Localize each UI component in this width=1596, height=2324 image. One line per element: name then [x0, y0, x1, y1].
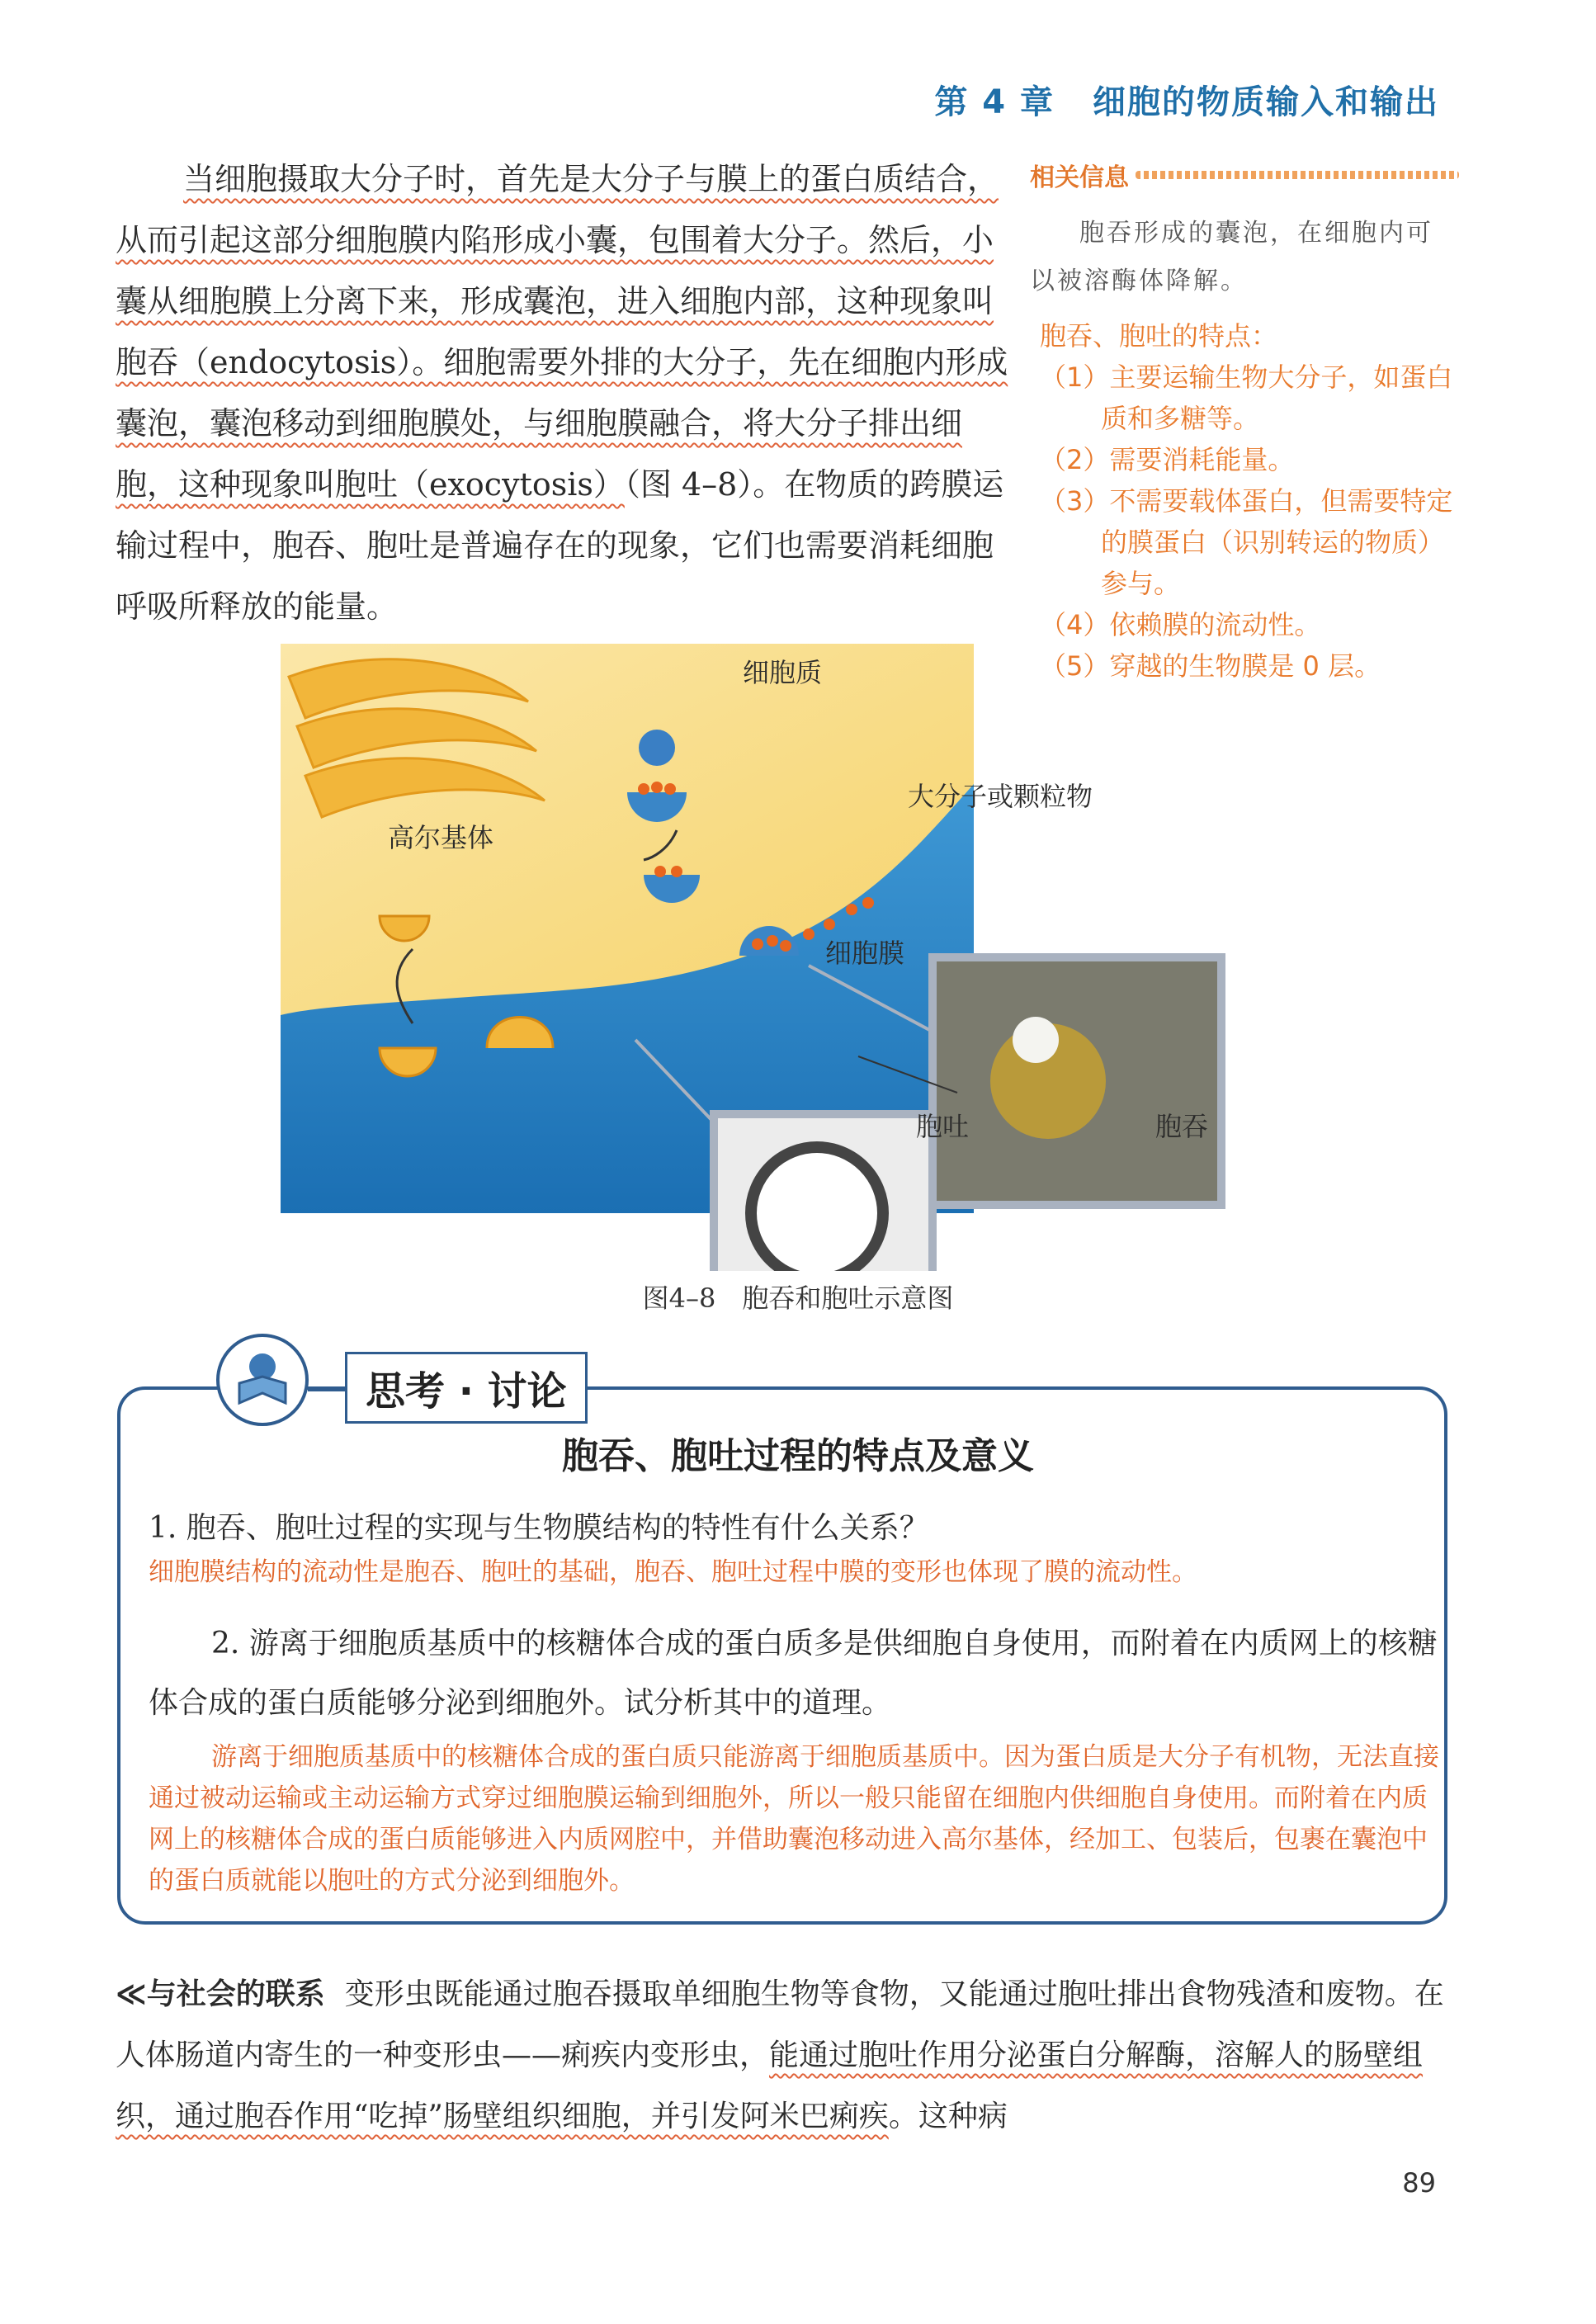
- text-endocytosis-definition: 当细胞摄取大分子时，首先是大分子与膜上的蛋白质结合，从而引起这部分细胞膜内陷形成小囊，包围着大分子。然后，小囊从细胞膜上分离下来，形成囊泡，进入细胞内部，这种现象叫胞吞（endocytosis）。: [116, 161, 999, 380]
- society-text-end: 。这种病: [888, 2100, 1008, 2133]
- endocytosis-exocytosis-figure: [281, 644, 1271, 1271]
- answer-1: 细胞膜结构的流动性是胞吞、胞吐的基础，胞吞、胞吐过程中膜的变形也体现了膜的流动性。: [149, 1557, 1197, 1587]
- text-exocytosis-definition: 细胞需要外排的大分子，先在细胞内形成囊泡，囊泡移动到细胞膜处，与细胞膜融合，将大分子排出细胞，这种现象叫胞吐（exocytosis）: [116, 344, 1008, 503]
- question-1: 1. 胞吞、胞吐过程的实现与生物膜结构的特性有什么关系？: [149, 1511, 929, 1545]
- feature-item: （4）依赖膜的流动性。: [1040, 609, 1321, 640]
- discussion-title: 胞吞、胞吐过程的特点及意义: [562, 1435, 1034, 1477]
- label-exocytosis: 胞吐: [916, 1111, 970, 1142]
- reader-icon: [216, 1334, 309, 1426]
- label-golgi: 高尔基体: [388, 822, 494, 853]
- related-info-title: 相关信息: [1030, 163, 1129, 192]
- page-number: 89: [1402, 2167, 1436, 2199]
- label-cell-membrane: 细胞膜: [825, 938, 905, 969]
- text-energy-statement: （图 4–8）。在物质的跨膜运输过程中，胞吞、胞吐是普遍存在的现象，它们也需要消耗细胞呼吸所释放的能量。: [116, 466, 1004, 625]
- chapter-title: 细胞的物质输入和输出: [1093, 83, 1439, 121]
- label-macromolecule: 大分子或颗粒物: [908, 781, 1093, 812]
- related-info-text: 胞吞形成的囊泡，在细胞内可以被溶酶体降解。: [1030, 219, 1433, 295]
- discussion-tag: 思考 · 讨论: [345, 1352, 588, 1424]
- related-info-sidebar: [1030, 157, 1459, 687]
- feature-item: （1）主要运输生物大分子，如蛋白质和多糖等。: [1040, 361, 1453, 434]
- society-text-highlight: 能通过胞吐作用分泌蛋白分解酶，溶解人的肠壁组织，通过胞吞作用“吃掉”肠壁组织细胞，并引发阿米巴痢疾: [116, 2038, 1424, 2133]
- question-2: 2. 游离于细胞质基质中的核糖体合成的蛋白质多是供细胞自身使用，而附着在内质网上的核糖体合成的蛋白质能够分泌到细胞外。试分析其中的道理。: [149, 1627, 1438, 1720]
- chapter-number: 第 4 章: [934, 83, 1055, 121]
- answer-2: 游离于细胞质基质中的核糖体合成的蛋白质只能游离于细胞质基质中。因为蛋白质是大分子有机物，无法直接通过被动运输或主动运输方式穿过细胞膜运输到细胞外，所以一般只能留在细胞内供细胞自身使用。而附着在内质网上的核糖体合成的蛋白质能够进入内质网腔中，并借助囊泡移动进入高尔基体，经加工、包装后，包裹在囊泡中的蛋白质就能以胞吐的方式分泌到细胞外。: [149, 1742, 1439, 1896]
- label-endocytosis: 胞吞: [1155, 1111, 1209, 1142]
- particle: [862, 897, 874, 909]
- feature-item: （2）需要消耗能量。: [1040, 444, 1295, 475]
- particle: [846, 904, 857, 915]
- micrograph-vesicle: [751, 1147, 883, 1271]
- society-connection: [116, 1964, 1452, 2147]
- micrograph-vesicle: [1013, 1017, 1059, 1063]
- figure-caption: 图4–8 胞吞和胞吐示意图: [642, 1282, 954, 1314]
- vesicle: [639, 730, 675, 766]
- particle: [824, 919, 835, 930]
- decorative-divider: [1136, 171, 1459, 179]
- particle: [803, 928, 815, 940]
- society-connection-heading: ≪与社会的联系: [116, 1977, 325, 2011]
- society-text: 变形虫既能通过胞吞摄取单细胞生物等食物，又能通过胞吐排出食物残渣和废物。在人体肠道内寄生的一种变形虫——痢疾内变形虫，: [116, 1977, 1444, 2072]
- chapter-header: [934, 76, 1439, 123]
- feature-item: （3）不需要载体蛋白，但需要特定的膜蛋白（识别转运的物质）参与。: [1040, 485, 1453, 599]
- main-paragraph: [116, 149, 1015, 637]
- features-list: [1030, 315, 1459, 687]
- label-cytoplasm: 细胞质: [743, 657, 823, 688]
- features-title: 胞吞、胞吐的特点：: [1040, 320, 1278, 352]
- related-info-heading: [1030, 157, 1459, 193]
- feature-item: （5）穿越的生物膜是 0 层。: [1040, 650, 1381, 682]
- cell-illustration: [281, 644, 1271, 1271]
